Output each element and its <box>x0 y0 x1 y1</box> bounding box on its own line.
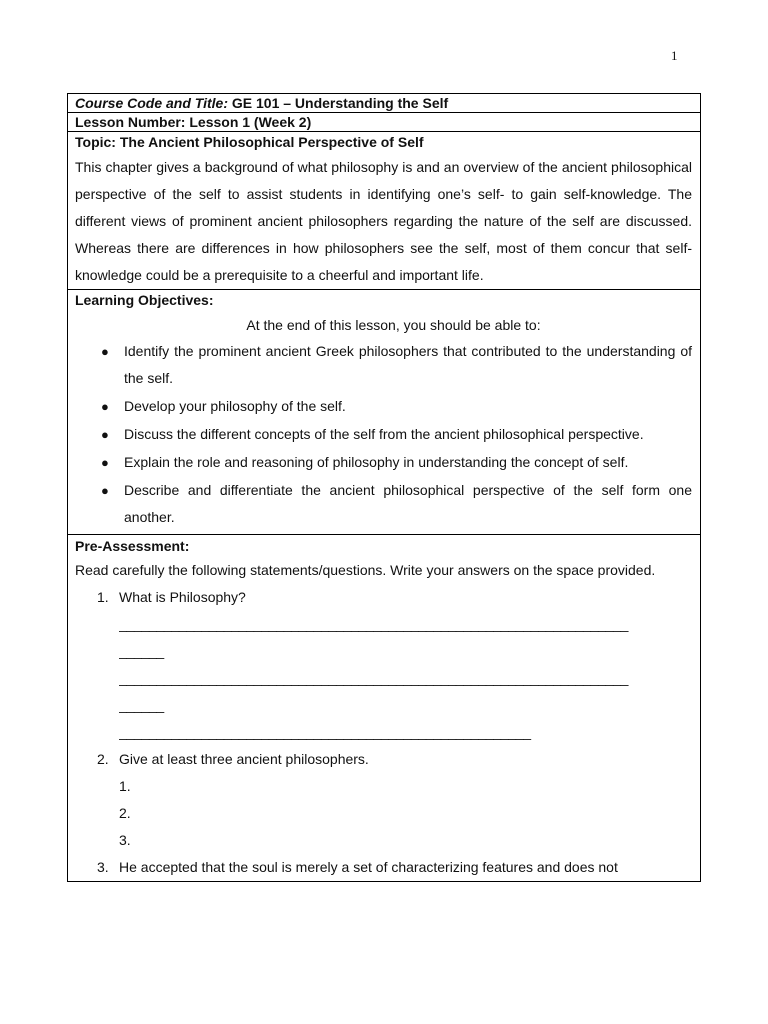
bullet-icon: ● <box>101 344 109 359</box>
pre-assessment-heading: Pre-Assessment: <box>75 538 190 554</box>
course-title: GE 101 – Understanding the Self <box>231 95 449 111</box>
topic-row <box>68 131 700 289</box>
list-item: ● Develop your philosophy of the self. <box>75 393 692 420</box>
answer-blank-line[interactable]: ______ <box>119 697 164 713</box>
answer-blank-line[interactable]: _______________________________________________________ <box>119 724 531 740</box>
list-item: ● Describe and differentiate the ancient philosophical perspective of the self form one another. <box>75 477 692 531</box>
topic-label: Topic: <box>75 134 116 150</box>
question-1-text: What is Philosophy? <box>119 589 246 605</box>
topic-description: This chapter gives a background of what philosophy is and an overview of the ancient philosophical perspective of the self to assist students in identifying one’s self- to gain self-knowledge. The different views of prominent ancient philosophers regarding the nature of the self are discussed. Whereas there are differences in how philosophers see the self, most of them concur that self-knowledge could be a prerequisite to a cheerful and important life. <box>75 159 692 283</box>
objectives-row <box>68 289 700 534</box>
course-row <box>68 94 700 112</box>
topic-heading <box>75 132 692 154</box>
question-1: 1. What is Philosophy? ____________________________________________________________________ ______ ____________________________________________________________________ ______ _______________________________________________________ <box>75 584 692 746</box>
question-2: 2. Give at least three ancient philosophers. 1. 2. 3. <box>75 746 692 854</box>
question-list <box>75 584 692 881</box>
answer-slot[interactable]: 2. <box>119 805 131 821</box>
bullet-icon: ● <box>101 399 109 414</box>
lesson-number: Lesson Number: Lesson 1 (Week 2) <box>75 114 312 130</box>
list-item: ● Discuss the different concepts of the self from the ancient philosophical perspective. <box>75 421 692 448</box>
answer-slot[interactable]: 3. <box>119 832 131 848</box>
objectives-heading: Learning Objectives: <box>75 292 214 308</box>
question-3-text: He accepted that the soul is merely a set of characterizing features and does not <box>119 859 618 875</box>
bullet-icon: ● <box>101 455 109 470</box>
lesson-row <box>68 112 700 131</box>
course-label: Course Code and Title: <box>75 95 228 111</box>
bullet-icon: ● <box>101 427 109 442</box>
answer-blank-line[interactable]: ______ <box>119 643 164 659</box>
bullet-icon: ● <box>101 483 109 498</box>
topic-title: The Ancient Philosophical Perspective of Self <box>119 134 424 150</box>
list-item: ● Explain the role and reasoning of philosophy in understanding the concept of self. <box>75 449 692 476</box>
lesson-table <box>67 93 701 882</box>
page-number: 1 <box>671 48 678 63</box>
list-item: ● Identify the prominent ancient Greek philosophers that contributed to the understanding of the self. <box>75 338 692 392</box>
answer-slot[interactable]: 1. <box>119 778 131 794</box>
objectives-intro: At the end of this lesson, you should be able to: <box>246 317 541 333</box>
answer-blank-line[interactable]: ____________________________________________________________________ <box>119 616 629 632</box>
question-3: 3. He accepted that the soul is merely a set of characterizing features and does not <box>75 854 692 881</box>
question-2-text: Give at least three ancient philosophers. <box>119 751 369 767</box>
pre-assessment-instructions: Read carefully the following statements/questions. Write your answers on the space provided. <box>75 562 656 578</box>
objectives-list <box>75 338 692 531</box>
answer-blank-line[interactable]: ____________________________________________________________________ <box>119 670 629 686</box>
pre-assessment-row <box>68 534 700 881</box>
